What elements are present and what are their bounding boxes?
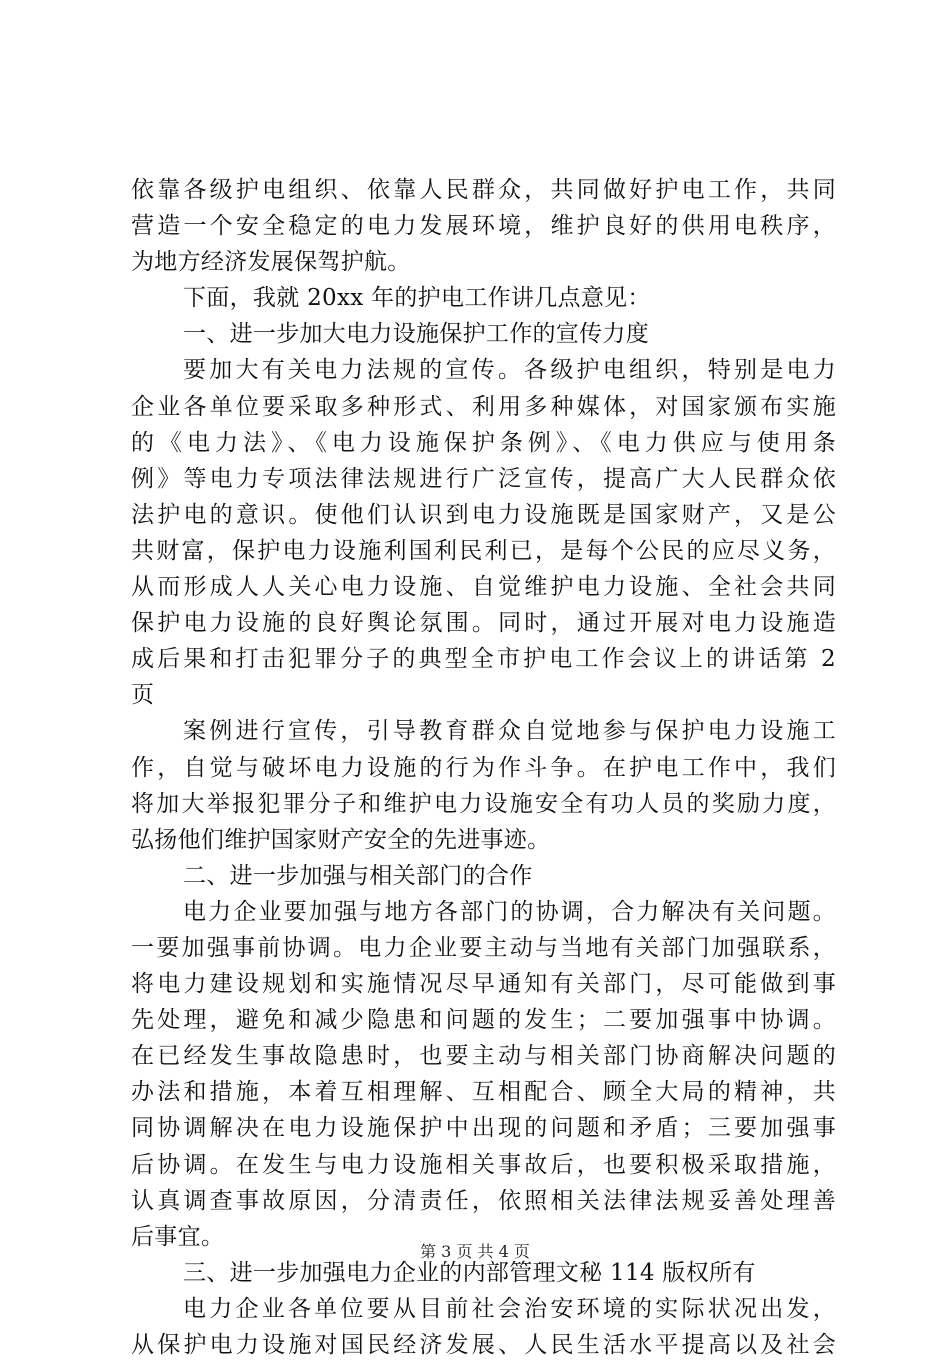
text-line: 作，自觉与破坏电力设施的行为作斗争。在护电工作中，我们 bbox=[131, 754, 836, 781]
text-line: 认真调查事故原因，分清责任，依照相关法律法规妥善处理善 bbox=[131, 1187, 836, 1214]
text-line: 下面，我就 20xx 年的护电工作讲几点意见： bbox=[183, 285, 651, 312]
text-line: 从保护电力设施对国民经济发展、人民生活水平提高以及社会 bbox=[131, 1332, 836, 1358]
text-line: 办法和措施，本着互相理解、互相配合、顾全大局的精神，共 bbox=[131, 1079, 836, 1106]
text-line: 保护电力设施的良好舆论氛围。同时，通过开展对电力设施造 bbox=[131, 610, 836, 637]
text-line: 依靠各级护电组织、依靠人民群众，共同做好护电工作，共同 bbox=[131, 177, 836, 203]
text-line: 将电力建设规划和实施情况尽早通知有关部门，尽可能做到事 bbox=[131, 971, 836, 998]
text-line: 法护电的意识。使他们认识到电力设施既是国家财产，又是公 bbox=[131, 501, 836, 528]
text-line: 在已经发生事故隐患时，也要主动与相关部门协商解决问题的 bbox=[131, 1043, 836, 1070]
text-line: 先处理，避免和减少隐患和问题的发生；二要加强事中协调。 bbox=[131, 1007, 836, 1034]
text-line: 从而形成人人关心电力设施、自觉维护电力设施、全社会共同 bbox=[131, 574, 836, 601]
page-footer: 第 3 页 共 4 页 bbox=[420, 1242, 530, 1261]
text-line: 页 bbox=[131, 682, 155, 709]
text-line: 同协调解决在电力设施保护中出现的问题和矛盾；三要加强事 bbox=[131, 1115, 836, 1142]
text-line: 将加大举报犯罪分子和维护电力设施安全有功人员的奖励力度， bbox=[131, 790, 836, 817]
text-line: 弘扬他们维护国家财产安全的先进事迹。 bbox=[131, 826, 551, 853]
text-line: 二、进一步加强与相关部门的合作 bbox=[183, 862, 533, 889]
text-line: 要加大有关电力法规的宣传。各级护电组织，特别是电力 bbox=[183, 357, 836, 384]
text-line: 的《电力法》、《电力设施保护条例》、《电力供应与使用条 bbox=[131, 429, 836, 456]
text-line: 例》等电力专项法律法规进行广泛宣传，提高广大人民群众依 bbox=[131, 465, 836, 492]
text-line: 案例进行宣传，引导教育群众自觉地参与保护电力设施工 bbox=[183, 718, 836, 745]
document-body bbox=[131, 172, 836, 1363]
text-line: 一要加强事前协调。电力企业要主动与当地有关部门加强联系， bbox=[131, 934, 836, 961]
text-line: 一、进一步加大电力设施保护工作的宣传力度 bbox=[183, 321, 649, 348]
text-line: 后协调。在发生与电力设施相关事故后，也要积极采取措施， bbox=[131, 1151, 836, 1178]
text-line: 后事宜。 bbox=[131, 1223, 225, 1250]
text-line: 为地方经济发展保驾护航。 bbox=[131, 249, 411, 276]
text-line: 营造一个安全稳定的电力发展环境，维护良好的供用电秩序， bbox=[131, 213, 836, 240]
text-line: 企业各单位要采取多种形式、利用多种媒体，对国家颁布实施 bbox=[131, 393, 836, 420]
text-line: 电力企业要加强与地方各部门的协调，合力解决有关问题。 bbox=[183, 898, 836, 925]
text-line: 成后果和打击犯罪分子的典型全市护电工作会议上的讲话第 2 bbox=[131, 646, 836, 673]
text-line: 共财富，保护电力设施利国利民利已，是每个公民的应尽义务， bbox=[131, 537, 836, 564]
text-line: 电力企业各单位要从目前社会治安环境的实际状况出发， bbox=[183, 1295, 836, 1322]
text-line: 三、进一步加强电力企业的内部管理文秘 114 版权所有 bbox=[183, 1259, 756, 1286]
